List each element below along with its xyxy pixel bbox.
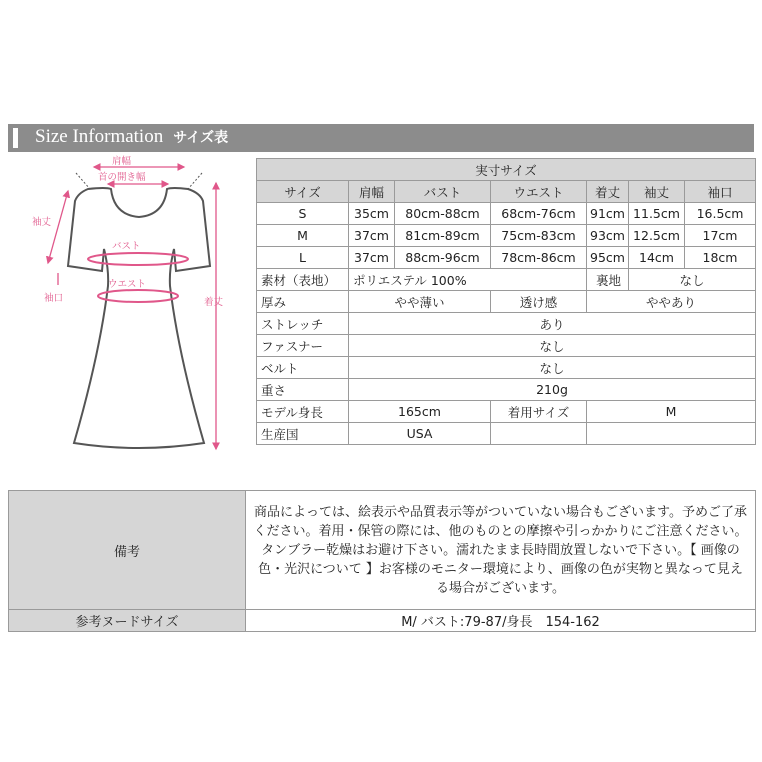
table-row [257,203,756,225]
table-row [257,401,756,423]
sheer-label: 透け感 [491,291,587,313]
table-cell: M [257,225,349,247]
table-cell: 11.5cm [629,203,685,225]
remarks-text: 商品によっては、絵表示や品質表示等がついていない場合もございます。予めご了承ください。着用・保管の際には、他のものとの摩擦や引っかかりにご注意ください。タンブラー乾燥はお避け下さい。濡れたまま長時間放置しないで下さい。【 画像の色・光沢について 】お客様のモニター環境により、画像の色が実物と異なって見える場合がございます。 [246,491,756,610]
empty-cell [491,423,587,445]
table-cell: 35cm [349,203,395,225]
table-cell: 12.5cm [629,225,685,247]
stretch-value: あり [349,313,756,335]
label-neck: 首の開き幅 [98,172,146,183]
stretch-label: ストレッチ [257,313,349,335]
material-label: 素材（表地） [257,269,349,291]
table-cell: 80cm-88cm [395,203,491,225]
remarks-label: 備考 [9,491,246,610]
fastener-value: なし [349,335,756,357]
col-header: 袖丈 [629,181,685,203]
table-cell: L [257,247,349,269]
table-cell: 68cm-76cm [491,203,587,225]
table-cell: 37cm [349,225,395,247]
table-cell: 78cm-86cm [491,247,587,269]
thickness-value: やや薄い [349,291,491,313]
table-row [257,269,756,291]
empty-cell [587,423,756,445]
table-row [257,225,756,247]
table-row [257,423,756,445]
table-cell: 16.5cm [685,203,756,225]
header-bar-mark [13,128,18,148]
origin-label: 生産国 [257,423,349,445]
label-cuff: 袖口 [44,293,64,304]
nude-size-label: 参考ヌードサイズ [9,610,246,632]
size-table [256,158,756,445]
title-en: Size Information [35,126,164,147]
table-cell: 93cm [587,225,629,247]
sheer-value: ややあり [587,291,756,313]
origin-value: USA [349,423,491,445]
label-shoulder: 肩幅 [112,156,132,167]
table-row [9,491,756,610]
table-cell: 75cm-83cm [491,225,587,247]
table-cell: 88cm-96cm [395,247,491,269]
table-cell: 17cm [685,225,756,247]
table-row [257,313,756,335]
label-sleeve-length: 袖丈 [32,217,52,228]
model-height-label: モデル身長 [257,401,349,423]
fastener-label: ファスナー [257,335,349,357]
col-header: サイズ [257,181,349,203]
section-header [8,124,754,152]
col-header: ウエスト [491,181,587,203]
size-table-title: 実寸サイズ [257,159,756,181]
model-height-value: 165cm [349,401,491,423]
table-row [257,335,756,357]
worn-size-value: M [587,401,756,423]
table-cell: S [257,203,349,225]
label-length: 着丈 [204,297,224,308]
title-ja: サイズ表 [173,130,229,146]
table-row [257,247,756,269]
size-table-header-row [257,181,756,203]
worn-size-label: 着用サイズ [491,401,587,423]
col-header: 着丈 [587,181,629,203]
label-bust: バスト [112,241,141,252]
table-cell: 37cm [349,247,395,269]
col-header: 袖口 [685,181,756,203]
col-header: バスト [395,181,491,203]
weight-value: 210g [349,379,756,401]
table-cell: 81cm-89cm [395,225,491,247]
material-value: ポリエステル 100% [349,269,587,291]
lining-label: 裏地 [587,269,629,291]
table-cell: 18cm [685,247,756,269]
table-cell: 95cm [587,247,629,269]
table-cell: 14cm [629,247,685,269]
table-row [257,357,756,379]
dress-outline [68,188,210,448]
weight-label: 重さ [257,379,349,401]
table-row [9,610,756,632]
table-row [257,379,756,401]
belt-value: なし [349,357,756,379]
thickness-label: 厚み [257,291,349,313]
nude-size-value: M/ バスト:79-87/身長 154-162 [246,610,756,632]
dress-diagram [28,153,250,458]
section-title [35,126,228,148]
label-waist: ウエスト [108,279,147,290]
table-row [257,291,756,313]
table-cell: 91cm [587,203,629,225]
belt-label: ベルト [257,357,349,379]
notes-table [8,490,756,632]
col-header: 肩幅 [349,181,395,203]
lining-value: なし [629,269,756,291]
